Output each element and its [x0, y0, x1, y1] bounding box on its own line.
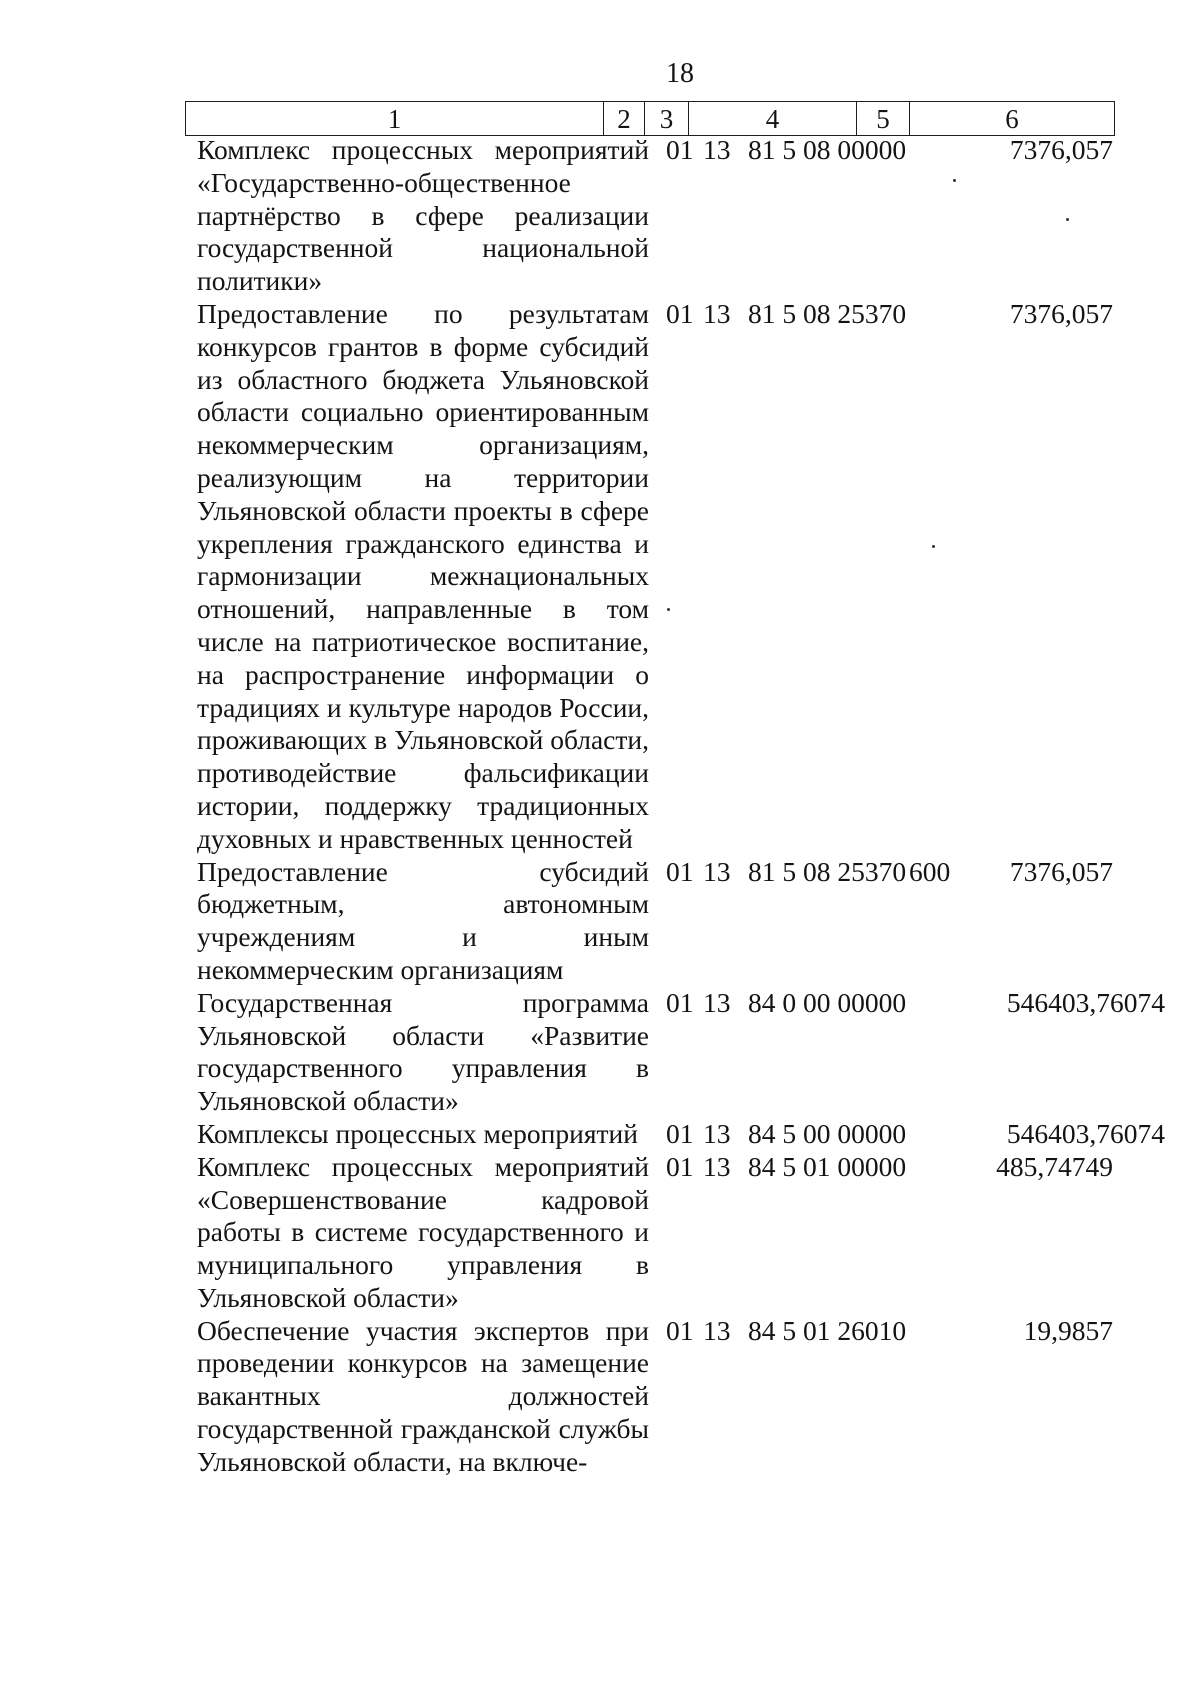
row-expense-type-code — [907, 134, 960, 298]
row-subsection-code: 13 — [703, 1150, 731, 1182]
row-target-article-code: 84 5 01 00000 — [748, 1150, 907, 1182]
row-description: Обеспечение участия экспертов при проведении конкурсов на замещение вакантных должностей государственной гражданской службы Ульяновской области, на включе- — [197, 1314, 649, 1477]
row-amount: 19,9857 — [1023, 1314, 1113, 1346]
row-target-article-code: 84 5 00 00000 — [748, 1117, 907, 1149]
table-row — [185, 987, 1165, 1118]
row-target-article-code: 84 5 01 26010 — [748, 1314, 907, 1346]
header-col-2: 2 — [604, 102, 645, 136]
row-description: Государственная программа Ульяновской области «Развитие государственного управления в Ульяновской области» — [197, 986, 649, 1117]
row-section-code: 01 — [666, 297, 694, 329]
table-row — [185, 298, 1165, 856]
row-subsection-code: 13 — [703, 855, 731, 887]
row-section-code: 01 — [666, 1150, 694, 1182]
row-subsection-code: 13 — [703, 1117, 731, 1149]
row-description: Комплекс процессных мероприятий «Совершенствование кадровой работы в системе государственного и муниципального управления в Ульяновской области» — [197, 1150, 649, 1313]
row-subsection-code: 13 — [703, 986, 731, 1018]
row-amount: 546403,76074 — [1006, 1117, 1165, 1149]
header-col-5: 5 — [857, 102, 910, 136]
row-expense-type-code — [907, 298, 960, 856]
row-amount: 485,74749 — [996, 1150, 1113, 1182]
row-expense-type-code: 600 — [909, 855, 951, 887]
table-header — [185, 101, 1115, 136]
row-target-article-code: 84 0 00 00000 — [748, 986, 907, 1018]
table-row — [185, 1118, 1165, 1151]
table-row — [185, 134, 1165, 298]
row-section-code: 01 — [666, 986, 694, 1018]
row-target-article-code: 81 5 08 00000 — [748, 134, 907, 165]
page-number: 18 — [666, 58, 694, 89]
row-subsection-code: 13 — [703, 134, 731, 165]
budget-table-body — [185, 134, 1165, 1479]
row-expense-type-code — [907, 1315, 960, 1479]
scan-speck — [667, 608, 670, 611]
row-amount: 7376,057 — [1009, 855, 1113, 887]
budget-table — [185, 134, 1165, 1479]
scan-speck — [1066, 218, 1069, 221]
header-col-4: 4 — [689, 102, 857, 136]
table-row — [185, 856, 1165, 987]
row-section-code: 01 — [666, 1117, 694, 1149]
row-target-article-code: 81 5 08 25370 — [748, 855, 907, 887]
row-subsection-code: 13 — [703, 1314, 731, 1346]
row-expense-type-code — [907, 987, 960, 1118]
row-amount: 546403,76074 — [1006, 986, 1165, 1018]
row-section-code: 01 — [666, 134, 694, 165]
row-section-code: 01 — [666, 1314, 694, 1346]
scan-speck — [932, 545, 935, 548]
row-description: Предоставление по результатам конкурсов грантов в форме субсидий из областного бюджета Ульяновской области социально ориентированным некоммерческим организациям, реализующим на территории Ульяновской области проекты в сфере укрепления гражданского единства и гармонизации межнациональных отношений, направленные в том числе на патриотическое воспитание, на распространение информации о традициях и культуре народов России, проживающих в Ульяновской области, противодействие фальсификации истории, поддержку традиционных духовных и нравственных ценностей — [197, 297, 649, 854]
row-amount: 7376,057 — [1009, 134, 1113, 165]
table-row — [185, 1315, 1165, 1479]
header-col-1: 1 — [186, 102, 604, 136]
row-section-code: 01 — [666, 855, 694, 887]
row-expense-type-code — [907, 1118, 960, 1151]
row-amount: 7376,057 — [1009, 297, 1113, 329]
row-description: Предоставление субсидий бюджетным, автономным учреждениям и иным некоммерческим организациям — [197, 855, 649, 985]
table-row — [185, 1151, 1165, 1315]
row-subsection-code: 13 — [703, 297, 731, 329]
row-target-article-code: 81 5 08 25370 — [748, 297, 907, 329]
row-description: Комплексы процессных мероприятий — [197, 1117, 638, 1149]
row-expense-type-code — [907, 1151, 960, 1315]
header-col-3: 3 — [645, 102, 689, 136]
scan-speck — [953, 179, 956, 182]
header-col-6: 6 — [910, 102, 1115, 136]
row-description: Комплекс процессных мероприятий «Государственно-общественное партнёрство в сфере реализации государственной национальной политики» — [197, 134, 649, 297]
